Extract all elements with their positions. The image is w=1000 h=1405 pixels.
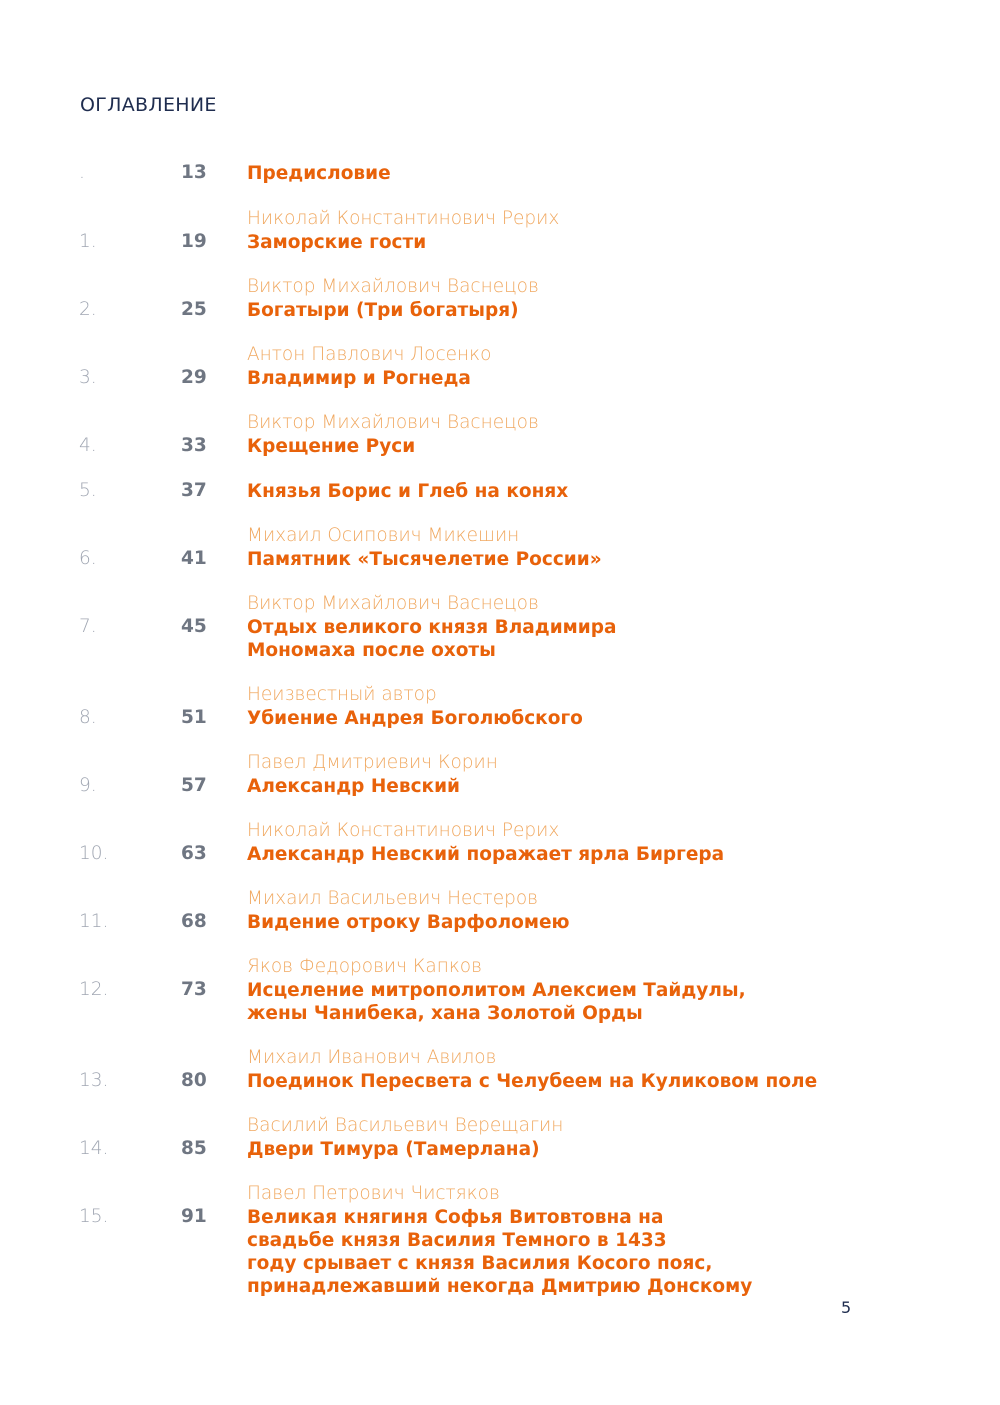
entry-author: Николай Константинович Рерих (247, 820, 560, 841)
entry-page: 29 (181, 367, 207, 388)
entry-number: 13. (79, 1070, 109, 1091)
entry-page: 19 (181, 231, 207, 252)
entry-title: Поединок Пересвета с Челубеем на Куликовом поле (247, 1071, 818, 1092)
entry-number: . (79, 162, 85, 183)
entry-page: 25 (181, 299, 207, 320)
entry-page: 41 (181, 548, 207, 569)
entry-title: Владимир и Рогнеда (247, 368, 471, 389)
entry-author: Михаил Иванович Авилов (247, 1047, 497, 1068)
entry-number: 15. (79, 1206, 109, 1227)
entry-page: 13 (181, 162, 207, 183)
entry-page: 45 (181, 616, 207, 637)
entry-title: Видение отроку Варфоломею (247, 912, 570, 933)
entry-title: Памятник «Тысячелетие России» (247, 549, 602, 570)
toc-heading: ОГЛАВЛЕНИЕ (80, 94, 217, 116)
entry-page: 85 (181, 1138, 207, 1159)
entry-author: Василий Васильевич Верещагин (247, 1115, 564, 1136)
entry-number: 3. (79, 367, 97, 388)
entry-number: 2. (79, 299, 97, 320)
entry-author: Павел Дмитриевич Корин (247, 752, 498, 773)
entry-number: 7. (79, 616, 97, 637)
entry-page: 51 (181, 707, 207, 728)
entry-number: 12. (79, 979, 109, 1000)
entry-number: 1. (79, 231, 97, 252)
entry-author: Павел Петрович Чистяков (247, 1183, 500, 1204)
entry-title: Богатыри (Три богатыря) (247, 300, 519, 321)
entry-title: Двери Тимура (Тамерлана) (247, 1139, 540, 1160)
entry-number: 14. (79, 1138, 109, 1159)
page-number: 5 (841, 1298, 852, 1317)
entry-title: Александр Невский (247, 776, 461, 797)
entry-page: 57 (181, 775, 207, 796)
entry-page: 68 (181, 911, 207, 932)
entry-page: 63 (181, 843, 207, 864)
entry-number: 6. (79, 548, 97, 569)
entry-author: Михаил Осипович Микешин (247, 525, 520, 546)
entry-author: Антон Павлович Лосенко (247, 344, 492, 365)
entry-author: Виктор Михайлович Васнецов (247, 412, 539, 433)
entry-number: 8. (79, 707, 97, 728)
entry-title: Убиение Андрея Боголюбского (247, 708, 583, 729)
entry-page: 80 (181, 1070, 207, 1091)
entry-title: Исцеление митрополитом Алексием Тайдулы, жены Чанибека, хана Золотой Орды (247, 980, 746, 1024)
entry-author: Виктор Михайлович Васнецов (247, 593, 539, 614)
entry-title: Заморские гости (247, 232, 427, 253)
entry-page: 37 (181, 480, 207, 501)
entry-page: 73 (181, 979, 207, 1000)
entry-author: Николай Константинович Рерих (247, 208, 560, 229)
entry-author: Неизвестный автор (247, 684, 437, 705)
entry-author: Яков Федорович Капков (247, 956, 482, 977)
entry-number: 11. (79, 911, 109, 932)
entry-number: 9. (79, 775, 97, 796)
entry-title: Крещение Руси (247, 436, 416, 457)
entry-author: Михаил Васильевич Нестеров (247, 888, 538, 909)
entry-title: Александр Невский поражает ярла Биргера (247, 844, 725, 865)
entry-number: 5. (79, 480, 97, 501)
entry-title: Отдых великого князя Владимира Мономаха после охоты (247, 617, 617, 661)
entry-number: 10. (79, 843, 109, 864)
entry-title: Великая княгиня Софья Витовтовна на свадьбе князя Василия Темного в 1433 году срывает с князя Василия Косого пояс, принадлежавший некогда Дмитрию Донскому (247, 1207, 753, 1297)
entry-page: 91 (181, 1206, 207, 1227)
entry-page: 33 (181, 435, 207, 456)
entry-title: Предисловие (247, 163, 391, 184)
entry-author: Виктор Михайлович Васнецов (247, 276, 539, 297)
entry-title: Князья Борис и Глеб на конях (247, 481, 569, 502)
entry-number: 4. (79, 435, 97, 456)
